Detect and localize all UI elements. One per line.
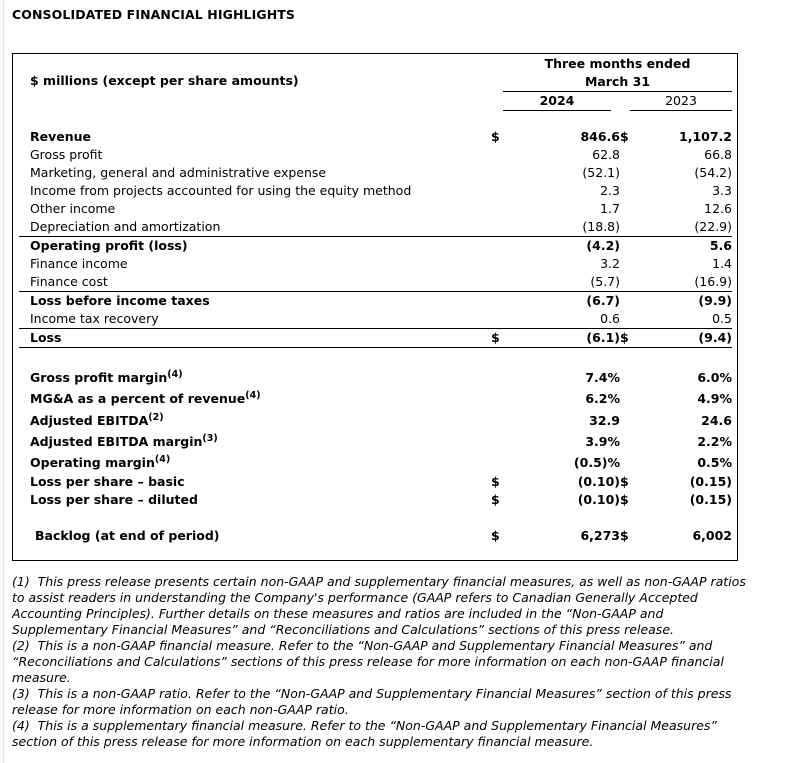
rule-below-loss — [19, 347, 732, 348]
row-label-text: Finance cost — [30, 274, 108, 289]
row-label — [30, 491, 198, 509]
row-label-text: Gross profit margin — [30, 370, 168, 385]
value-2023: 5.6 — [709, 238, 732, 253]
value-2023: 6,002 — [692, 528, 732, 543]
value-2024: 2.3 — [600, 183, 620, 198]
currency-symbol-2023: $ — [620, 474, 629, 489]
row-label-text: Adjusted EBITDA — [30, 413, 149, 428]
currency-symbol-2023: $ — [620, 492, 629, 507]
row-label — [30, 310, 159, 328]
value-2023: (9.4) — [698, 330, 732, 345]
row-label-text: Income from projects accounted for using the equity method — [30, 183, 412, 198]
period-header-rule — [503, 91, 732, 92]
row-label-text: Loss per share – basic — [30, 474, 185, 489]
value-2023: 66.8 — [704, 147, 732, 162]
currency-symbol-2024: $ — [491, 129, 500, 144]
row-label — [30, 454, 170, 472]
value-2024: (0.10) — [577, 492, 620, 507]
row-label-text: Loss per share – diluted — [30, 492, 198, 507]
row-label — [30, 200, 115, 218]
row-label — [30, 237, 188, 255]
value-2024: (6.7) — [586, 293, 620, 308]
row-label-text: Loss — [30, 330, 62, 345]
value-2024: 0.6 — [600, 311, 620, 326]
row-label-text: Backlog (at end of period) — [35, 528, 220, 543]
row-label — [30, 369, 183, 387]
row-label-text: Depreciation and amortization — [30, 219, 221, 234]
value-2023: (0.15) — [689, 474, 732, 489]
value-2024: (18.8) — [582, 219, 620, 234]
row-label-text: MG&A as a percent of revenue — [30, 391, 246, 406]
value-2024: 7.4% — [585, 370, 620, 385]
page-left-border — [3, 0, 4, 763]
currency-symbol-2024: $ — [491, 474, 500, 489]
value-2024: 3.9% — [585, 434, 620, 449]
row-label — [30, 412, 164, 430]
row-label — [30, 292, 210, 310]
page-title: CONSOLIDATED FINANCIAL HIGHLIGHTS — [12, 7, 295, 22]
row-label-text: Income tax recovery — [30, 311, 159, 326]
value-2024: (5.7) — [590, 274, 620, 289]
value-2024: (52.1) — [582, 165, 620, 180]
value-2023: (0.15) — [689, 492, 732, 507]
value-2024: 6.2% — [585, 391, 620, 406]
row-label-text: Operating margin — [30, 455, 155, 470]
value-2023: (22.9) — [694, 219, 732, 234]
row-label — [30, 390, 261, 408]
row-label-text: Marketing, general and administrative expense — [30, 165, 327, 180]
value-2023: (54.2) — [694, 165, 732, 180]
footnote-ref: (2) — [148, 412, 164, 423]
column-header-2023: 2023 — [665, 93, 697, 108]
rule-above-loss-before-tax — [19, 291, 732, 292]
column-header-2024: 2024 — [539, 93, 575, 108]
row-label — [35, 527, 220, 545]
footnote-ref: (4) — [245, 390, 261, 401]
row-label — [30, 255, 128, 273]
value-2023: 0.5% — [697, 455, 732, 470]
row-label — [30, 473, 185, 491]
currency-symbol-2023: $ — [620, 528, 629, 543]
footnote-4: (4) This is a supplementary financial measure. Refer to the “Non-GAAP and Supplementary Financial Measures” section of this press release for more information on each supplementary financial measure. — [12, 718, 717, 749]
value-2024: (0.10) — [577, 474, 620, 489]
value-2023: 6.0% — [697, 370, 732, 385]
rule-above-loss — [19, 328, 732, 329]
value-2023: (9.9) — [698, 293, 732, 308]
column-rule-2024 — [503, 110, 611, 111]
footnote-3: (3) This is a non-GAAP ratio. Refer to the “Non-GAAP and Supplementary Financial Measures” section of this press release for more information on each non-GAAP ratio. — [12, 686, 732, 717]
units-label: $ millions (except per share amounts) — [30, 73, 299, 88]
value-2023: 12.6 — [704, 201, 732, 216]
value-2023: 2.2% — [697, 434, 732, 449]
period-header-line2: March 31 — [584, 74, 651, 89]
currency-symbol-2023: $ — [620, 330, 629, 345]
value-2023: 4.9% — [697, 391, 732, 406]
row-label — [30, 273, 108, 291]
row-label — [30, 182, 411, 200]
value-2024: (4.2) — [586, 238, 620, 253]
value-2024: 1.7 — [600, 201, 620, 216]
column-rule-2023 — [630, 110, 732, 111]
value-2023: 1.4 — [712, 256, 732, 271]
value-2023: 1,107.2 — [679, 129, 732, 144]
row-label-text: Gross profit — [30, 147, 103, 162]
period-header — [503, 55, 732, 91]
row-label — [30, 433, 218, 451]
value-2023: (16.9) — [694, 274, 732, 289]
currency-symbol-2024: $ — [491, 330, 500, 345]
row-label — [30, 164, 326, 182]
footnote-2: (2) This is a non-GAAP financial measure. Refer to the “Non-GAAP and Supplementary Financial Measures” and “Reconciliations and Calculations” sections of this press release for more information on each non-GAAP financial measure. — [12, 638, 724, 685]
value-2024: 62.8 — [592, 147, 620, 162]
row-label-text: Revenue — [30, 129, 92, 144]
value-2024: 3.2 — [600, 256, 620, 271]
value-2024: (0.5)% — [573, 455, 620, 470]
row-label-text: Operating profit (loss) — [30, 238, 188, 253]
row-label-text: Adjusted EBITDA margin — [30, 434, 203, 449]
value-2024: (6.1) — [586, 330, 620, 345]
row-label-text: Loss before income taxes — [30, 293, 210, 308]
value-2024: 6,273 — [580, 528, 620, 543]
footnote-1: (1) This press release presents certain non-GAAP and supplementary financial measures, as well as non-GAAP ratios to assist readers in understanding the Company's performance (GAAP refers to Canadian Generally Accepted Accounting Principles). Further details on these measures and ratios are included in the “Non-GAAP and Supplementary Financial Measures” and “Reconciliations and Calculations” sections of this press release. — [12, 574, 746, 637]
row-label-text: Finance income — [30, 256, 128, 271]
row-label — [30, 218, 220, 236]
row-label — [30, 146, 102, 164]
footnote-ref: (3) — [202, 433, 218, 444]
currency-symbol-2024: $ — [491, 492, 500, 507]
value-2023: 3.3 — [712, 183, 732, 198]
row-label — [30, 128, 91, 146]
value-2024: 846.6 — [580, 129, 620, 144]
currency-symbol-2023: $ — [620, 129, 629, 144]
row-label-text: Other income — [30, 201, 116, 216]
value-2024: 32.9 — [589, 413, 620, 428]
footnote-ref: (4) — [154, 454, 171, 465]
rule-above-operating-profit — [19, 236, 732, 237]
period-header-line1: Three months ended — [544, 56, 691, 71]
value-2023: 24.6 — [701, 413, 732, 428]
footnote-ref: (4) — [167, 369, 183, 380]
value-2023: 0.5 — [712, 311, 732, 326]
row-label — [30, 329, 61, 347]
footnotes — [12, 574, 752, 750]
currency-symbol-2024: $ — [491, 528, 500, 543]
